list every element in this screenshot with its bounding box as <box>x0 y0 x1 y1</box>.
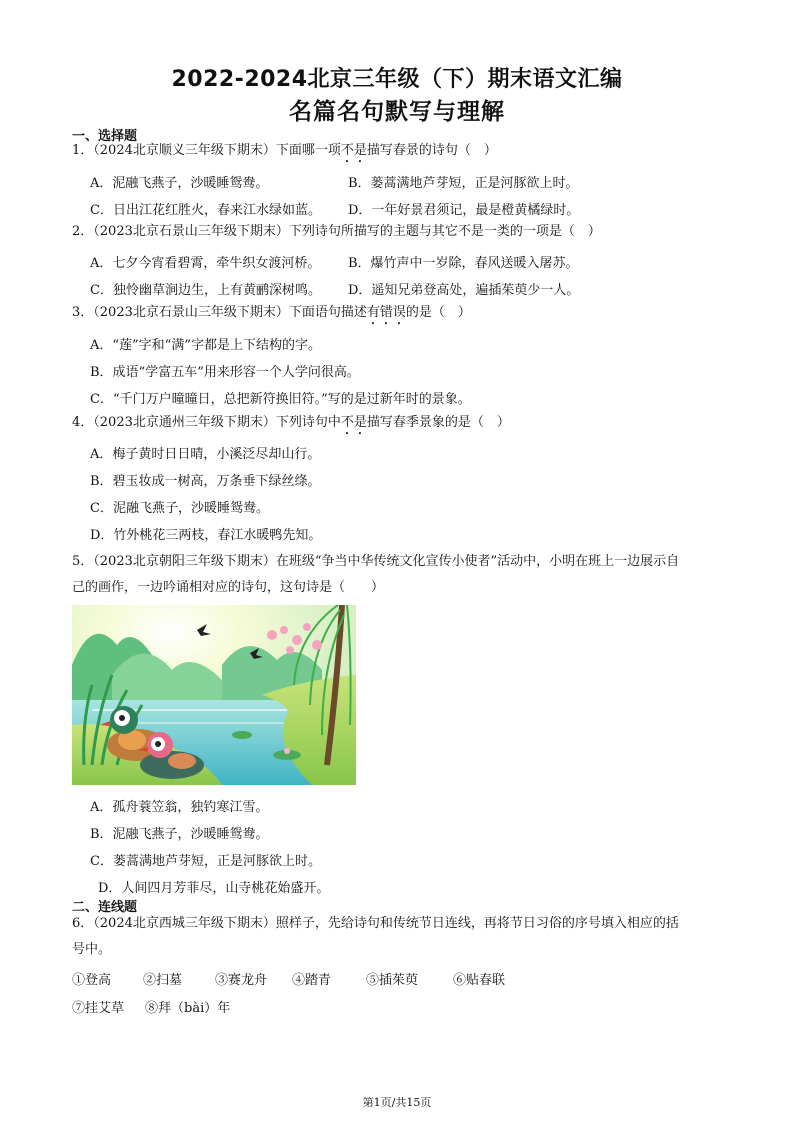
q5-option-c: C．蒌蒿满地芦芽短，正是河豚欲上时。 <box>90 854 321 869</box>
spring-mandarin-ducks-illustration <box>72 605 356 785</box>
question-3 <box>72 300 732 328</box>
section-heading-matching: 二、连线题 <box>72 900 138 915</box>
q3-option-a: A．“莲”字和“满”字都是上下结构的字。 <box>90 338 321 353</box>
q1-option-b: B．蒌蒿满地芦芽短，正是河豚欲上时。 <box>348 176 579 191</box>
question-2: 2．（2023北京石景山三年级下期末）下列诗句所描写的主题与其它不是一类的一项是（ ） <box>72 224 601 239</box>
question-5-line-1: 5．（2023北京朝阳三年级下期末）在班级“争当中华传统文化宣传小使者”活动中，小明在班上一边展示自 <box>72 554 680 569</box>
q4-option-b: B．碧玉妆成一树高，万条垂下绿丝绦。 <box>90 474 321 489</box>
custom-item: ⑦挂艾草 <box>72 1001 125 1016</box>
custom-item: ⑤插茱萸 <box>366 973 419 988</box>
document-subtitle: 名篇名句默写与理解 <box>289 99 505 125</box>
q5-option-d: D．人间四月芳菲尽，山寺桃花始盛开。 <box>98 881 330 896</box>
q4-option-d: D．竹外桃花三两枝，春江水暖鸭先知。 <box>90 528 322 543</box>
q3-option-c: C．“千门万户曈曈日，总把新符换旧符。”写的是过新年时的景象。 <box>90 392 471 407</box>
question-4 <box>72 410 732 438</box>
question-1-text: 1．（2024北京顺义三年级下期末）下面哪一项 <box>72 143 341 158</box>
custom-item: ⑧拜（bài）年 <box>145 1001 231 1016</box>
q5-option-b: B．泥融飞燕子，沙暖睡鸳鸯。 <box>90 827 269 842</box>
q2-option-a: A．七夕今宵看碧霄，牵牛织女渡河桥。 <box>90 256 321 271</box>
custom-item: ③赛龙舟 <box>215 973 268 988</box>
q2-option-c: C．独怜幽草涧边生，上有黄鹂深树鸣。 <box>90 283 321 298</box>
q1-option-c: C．日出江花红胜火，春来江水绿如蓝。 <box>90 203 321 218</box>
lotus-flower <box>284 748 290 754</box>
lily-pad <box>232 731 252 739</box>
section-heading-choice: 一、选择题 <box>72 129 138 144</box>
q5-option-a: A．孤舟蓑笠翁，独钓寒江雪。 <box>90 800 269 815</box>
q2-option-d: D．遥知兄弟登高处，遍插茱萸少一人。 <box>348 283 580 298</box>
question-5-line-2: 己的画作，一边吟诵相对应的诗句，这句诗是（ ） <box>72 580 385 595</box>
q4-option-a: A．梅子黄时日日晴，小溪泛尽却山行。 <box>90 447 321 462</box>
question-1 <box>72 138 732 166</box>
question-3-text-end: 的是（ ） <box>405 305 471 320</box>
question-1-emphasis: 不是 <box>340 143 367 158</box>
document-title: 2022-2024北京三年级（下）期末语文汇编 <box>171 67 623 92</box>
q1-option-d: D．一年好景君须记，最是橙黄橘绿时。 <box>348 203 580 218</box>
question-3-emphasis: 有错误 <box>366 305 406 320</box>
q2-option-b: B．爆竹声中一岁除，春风送暖入屠苏。 <box>348 256 579 271</box>
question-4-text: 4．（2023北京通州三年级下期末）下列诗句中 <box>72 415 341 430</box>
custom-item: ①登高 <box>72 973 112 988</box>
question-6-line-1: 6．（2024北京西城三年级下期末）照样子，先给诗句和传统节日连线，再将节日习俗的序号填入相应的括 <box>72 916 679 931</box>
question-3-text: 3．（2023北京石景山三年级下期末）下面语句描述 <box>72 305 367 320</box>
page-number: 第1页/共15页 <box>362 1096 432 1109</box>
q4-option-c: C．泥融飞燕子，沙暖睡鸳鸯。 <box>90 501 269 516</box>
custom-item: ⑥贴春联 <box>453 973 506 988</box>
illustration-svg <box>72 605 356 785</box>
question-4-text-end: 描写春季景象的是（ ） <box>366 415 510 430</box>
question-6-line-2: 号中。 <box>72 942 112 957</box>
custom-item: ②扫墓 <box>143 973 183 988</box>
custom-item: ④踏青 <box>292 973 332 988</box>
q3-option-b: B．成语“学富五车”用来形容一个人学问很高。 <box>90 365 360 380</box>
q1-option-a: A．泥融飞燕子，沙暖睡鸳鸯。 <box>90 176 269 191</box>
question-4-emphasis: 不是 <box>340 415 367 430</box>
question-1-text-end: 描写春景的诗句（ ） <box>366 143 497 158</box>
